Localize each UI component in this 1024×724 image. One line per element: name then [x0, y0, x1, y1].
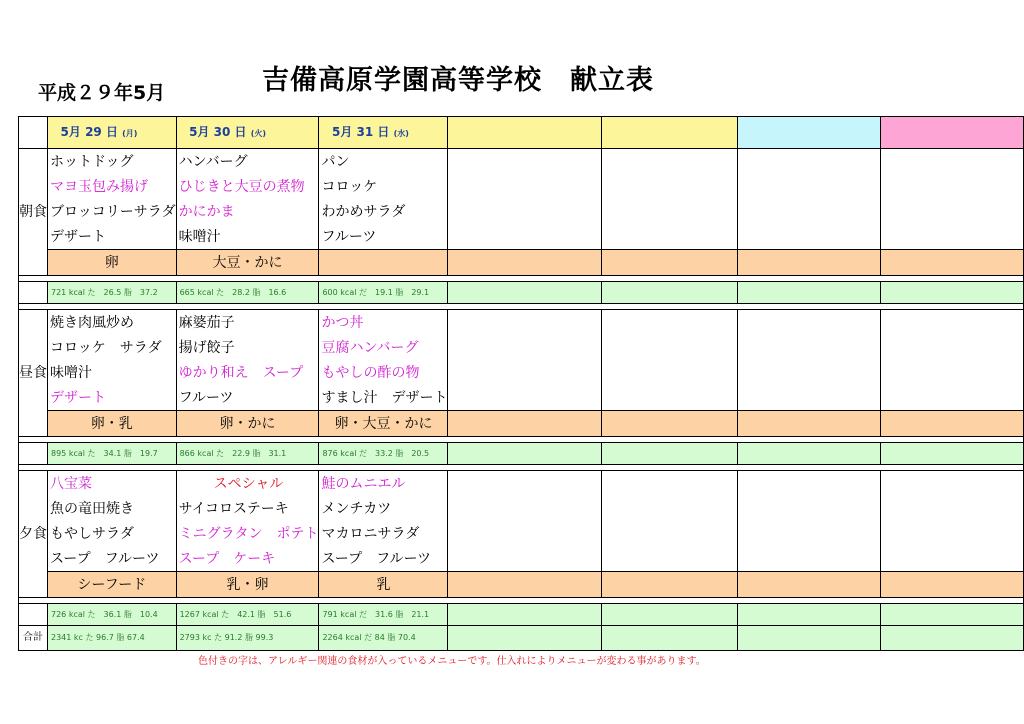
corner-cell	[19, 117, 48, 149]
allergy-cell: 卵・乳	[48, 411, 177, 437]
date-header-empty	[448, 117, 601, 149]
page-title: 吉備高原学園高等学校 献立表	[262, 65, 654, 96]
dish: サイコロステーキ	[176, 496, 319, 521]
meal-label-lunch: 昼食	[19, 310, 48, 437]
total-cell: 2341 kc た 96.7 脂 67.4	[48, 626, 177, 651]
dish: ブロッコリーサラダ	[48, 199, 177, 224]
dinner-row	[19, 521, 1024, 546]
kcal-row-dinner	[19, 604, 1024, 626]
date-header-empty	[880, 117, 1023, 149]
dish: フルーツ	[319, 224, 448, 250]
total-row	[19, 626, 1024, 651]
dish: もやしサラダ	[48, 521, 177, 546]
dish: マカロニサラダ	[319, 521, 448, 546]
meal-label-dinner: 夕食	[19, 471, 48, 598]
dish: 味噌汁	[176, 224, 319, 250]
allergy-cell: 卵	[48, 250, 177, 276]
dish: 鮭のムニエル	[319, 471, 448, 497]
dish: ミニグラタン ポテト	[176, 521, 319, 546]
dish: 味噌汁	[48, 360, 177, 385]
era-month: 平成２９年5月	[38, 82, 166, 104]
breakfast-row	[19, 149, 1024, 175]
allergy-row-lunch	[19, 411, 1024, 437]
dish: デザート	[48, 224, 177, 250]
kcal-cell: 721 kcal た 26.5 脂 37.2	[48, 282, 177, 304]
dish: すまし汁 デザート	[319, 385, 448, 411]
breakfast-row	[19, 224, 1024, 250]
dish: 焼き肉風炒め	[48, 310, 177, 336]
date-header-1: 5月 30 日 (火)	[176, 117, 319, 149]
allergy-row-breakfast	[19, 250, 1024, 276]
breakfast-row	[19, 199, 1024, 224]
breakfast-row	[19, 174, 1024, 199]
kcal-cell: 895 kcal た 34.1 脂 19.7	[48, 443, 177, 465]
kcal-cell: 600 kcal だ 19.1 脂 29.1	[319, 282, 448, 304]
dish: かにかま	[176, 199, 319, 224]
dish: かつ丼	[319, 310, 448, 336]
dinner-row	[19, 471, 1024, 497]
allergy-cell: 大豆・かに	[176, 250, 319, 276]
dish: スープ フルーツ	[48, 546, 177, 572]
menu-table	[18, 116, 1024, 651]
dish: メンチカツ	[319, 496, 448, 521]
allergy-cell: 乳・卵	[176, 572, 319, 598]
allergy-cell: シーフード	[48, 572, 177, 598]
lunch-row	[19, 310, 1024, 336]
allergy-cell: 卵・かに	[176, 411, 319, 437]
dish: ハンバーグ	[176, 149, 319, 175]
kcal-cell: 866 kcal た 22.9 脂 31.1	[176, 443, 319, 465]
allergy-note: 色付きの字は、アレルギー関連の食材が入っているメニューです。仕入れによりメニューが変わる事があります。	[198, 656, 706, 667]
dish: ゆかり和え スープ	[176, 360, 319, 385]
lunch-row	[19, 335, 1024, 360]
total-cell: 2264 kcal だ 84 脂 70.4	[319, 626, 448, 651]
kcal-row-lunch	[19, 443, 1024, 465]
kcal-row-breakfast	[19, 282, 1024, 304]
date-header-0: 5月 29 日 (月)	[48, 117, 177, 149]
dish: 揚げ餃子	[176, 335, 319, 360]
dish: もやしの酢の物	[319, 360, 448, 385]
dish: マヨ玉包み揚げ	[48, 174, 177, 199]
total-cell: 2793 kc た 91.2 脂 99.3	[176, 626, 319, 651]
dish: コロッケ サラダ	[48, 335, 177, 360]
dish: パン	[319, 149, 448, 175]
allergy-row-dinner	[19, 572, 1024, 598]
allergy-cell: 卵・大豆・かに	[319, 411, 448, 437]
date-header-2: 5月 31 日 (水)	[319, 117, 448, 149]
dish: デザート	[48, 385, 177, 411]
kcal-cell: 665 kcal た 28.2 脂 16.6	[176, 282, 319, 304]
dish: スープ ケーキ	[176, 546, 319, 572]
dish: 八宝菜	[48, 471, 177, 497]
dish: 豆腐ハンバーグ	[319, 335, 448, 360]
kcal-cell: 1267 kcal た 42.1 脂 51.6	[176, 604, 319, 626]
dinner-row	[19, 546, 1024, 572]
dish: わかめサラダ	[319, 199, 448, 224]
allergy-cell: 乳	[319, 572, 448, 598]
dish: ホットドッグ	[48, 149, 177, 175]
lunch-row	[19, 360, 1024, 385]
lunch-row	[19, 385, 1024, 411]
dinner-row	[19, 496, 1024, 521]
dish: フルーツ	[176, 385, 319, 411]
date-header-empty	[601, 117, 737, 149]
dish: 魚の竜田焼き	[48, 496, 177, 521]
date-header-empty	[737, 117, 880, 149]
dish: コロッケ	[319, 174, 448, 199]
kcal-cell: 791 kcal だ 31.6 脂 21.1	[319, 604, 448, 626]
kcal-cell: 876 kcal だ 33.2 脂 20.5	[319, 443, 448, 465]
dish: スペシャル	[176, 471, 319, 497]
dish: スープ フルーツ	[319, 546, 448, 572]
allergy-cell	[319, 250, 448, 276]
dish: ひじきと大豆の煮物	[176, 174, 319, 199]
meal-label-breakfast: 朝食	[19, 149, 48, 276]
meal-label-total: 合計	[19, 626, 48, 651]
dish: 麻婆茄子	[176, 310, 319, 336]
kcal-cell: 726 kcal た 36.1 脂 10.4	[48, 604, 177, 626]
date-header-row	[19, 117, 1024, 149]
